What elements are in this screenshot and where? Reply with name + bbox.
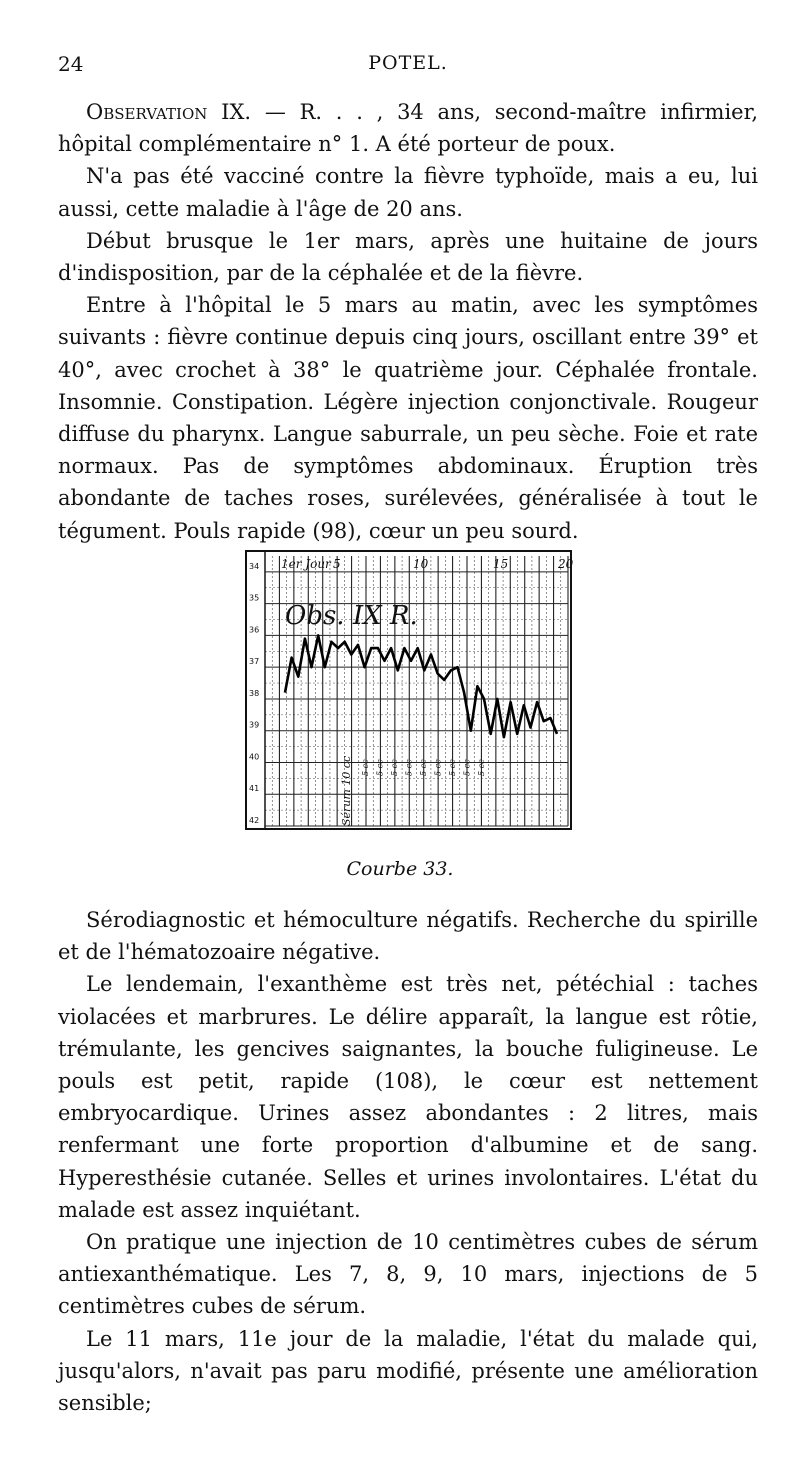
running-head: POTEL. — [368, 52, 448, 74]
paragraph-vaccination: N'a pas été vacciné contre la fièvre typhoïde, mais a eu, lui aussi, cette maladie à l'âge de 20 ans. — [58, 164, 758, 221]
observation-text-top — [58, 96, 758, 547]
injection-dose-label: 5 cc — [375, 759, 385, 776]
injection-dose-label: 5 cc — [433, 759, 443, 776]
injection-dose-label: 5 cc — [462, 759, 472, 776]
y-tick-label: 38 — [249, 688, 260, 698]
temperature-chart-svg — [243, 548, 574, 834]
observation-label: Observation IX. — [86, 100, 252, 124]
observation-rest: — R. . . , 34 ans, second-maître infirmier, hôpital complémentaire n° 1. A été porteur de poux. — [58, 100, 758, 157]
y-tick-label: 36 — [249, 625, 260, 635]
y-tick-label: 40 — [249, 752, 260, 762]
y-tick-label: 42 — [249, 816, 260, 825]
x-tick-label: 20 — [558, 557, 574, 571]
observation-text-bottom — [58, 904, 758, 1419]
paragraph-admission: Entre à l'hôpital le 5 mars au matin, avec les symptômes suivants : fièvre continue depuis cinq jours, oscillant entre 39° et 40°, avec crochet à 38° le quatrième jour. Céphalée frontale. Insomnie. Constipation. Légère injection conjonctivale. Rougeur diffuse du pharynx. Langue saburrale, un peu sèche. Foie et rate normaux. Pas de symptômes abdominaux. Éruption très abondante de taches roses, surélevées, généralisée à tout le tégument. Pouls rapide (98), cœur un peu sourd. — [58, 293, 758, 543]
injection-dose-label: 5 cc — [390, 759, 399, 776]
x-tick-label: 15 — [493, 557, 509, 571]
page-number: 24 — [58, 52, 84, 76]
y-tick-label: 37 — [249, 657, 260, 667]
x-tick-label: 1er Jour — [281, 557, 331, 571]
y-tick-label: 41 — [249, 784, 260, 794]
chart-title-handwritten: Obs. IX R. — [285, 601, 418, 631]
paragraph-improvement: Le 11 mars, 11e jour de la maladie, l'état du malade qui, jusqu'alors, n'avait pas paru modifié, présente une amélioration sensible; — [58, 1326, 758, 1416]
y-tick-label: 39 — [249, 720, 260, 730]
serum-injection-label: Sérum 10 cc — [340, 755, 353, 826]
paragraph-serodiagnostic: Sérodiagnostic et hémoculture négatifs. Recherche du spirille et de l'hématozoaire négative. — [58, 908, 758, 965]
x-tick-label: 10 — [413, 557, 429, 571]
injection-dose-label: 5 cc — [404, 759, 414, 776]
x-tick-label: 5 — [333, 557, 341, 571]
injection-dose-label: 5 cc — [419, 759, 428, 776]
temperature-chart — [243, 548, 574, 834]
paragraph-observation — [58, 96, 758, 160]
injection-dose-label: 5 cc — [477, 759, 486, 776]
injection-dose-label: 5 cc — [361, 759, 370, 776]
y-tick-label: 35 — [249, 593, 260, 603]
figure-caption: Courbe 33. — [346, 858, 454, 880]
y-tick-label: 34 — [249, 561, 260, 571]
paragraph-next-day: Le lendemain, l'exanthème est très net, pétéchial : taches violacées et marbrures. Le délire apparaît, la langue est rôtie, trémulante, les gencives saignantes, la bouche fuligineuse. Le pouls est petit, rapide (108), le cœur est nettement embryocardique. Urines assez abondantes : 2 litres, mais renfermant une forte proportion d'albumine et de sang. Hyperesthésie cutanée. Selles et urines involontaires. L'état du malade est assez inquiétant. — [58, 972, 758, 1222]
paragraph-injection: On pratique une injection de 10 centimètres cubes de sérum antiexanthématique. Les 7, 8, 9, 10 mars, injections de 5 centimètres cubes de sérum. — [58, 1230, 758, 1319]
injection-dose-label: 5 cc — [448, 759, 457, 776]
chart-frame — [246, 551, 571, 829]
paragraph-onset: Début brusque le 1er mars, après une huitaine de jours d'indisposition, par de la céphalée et de la fièvre. — [58, 228, 758, 286]
page-header — [58, 52, 758, 82]
